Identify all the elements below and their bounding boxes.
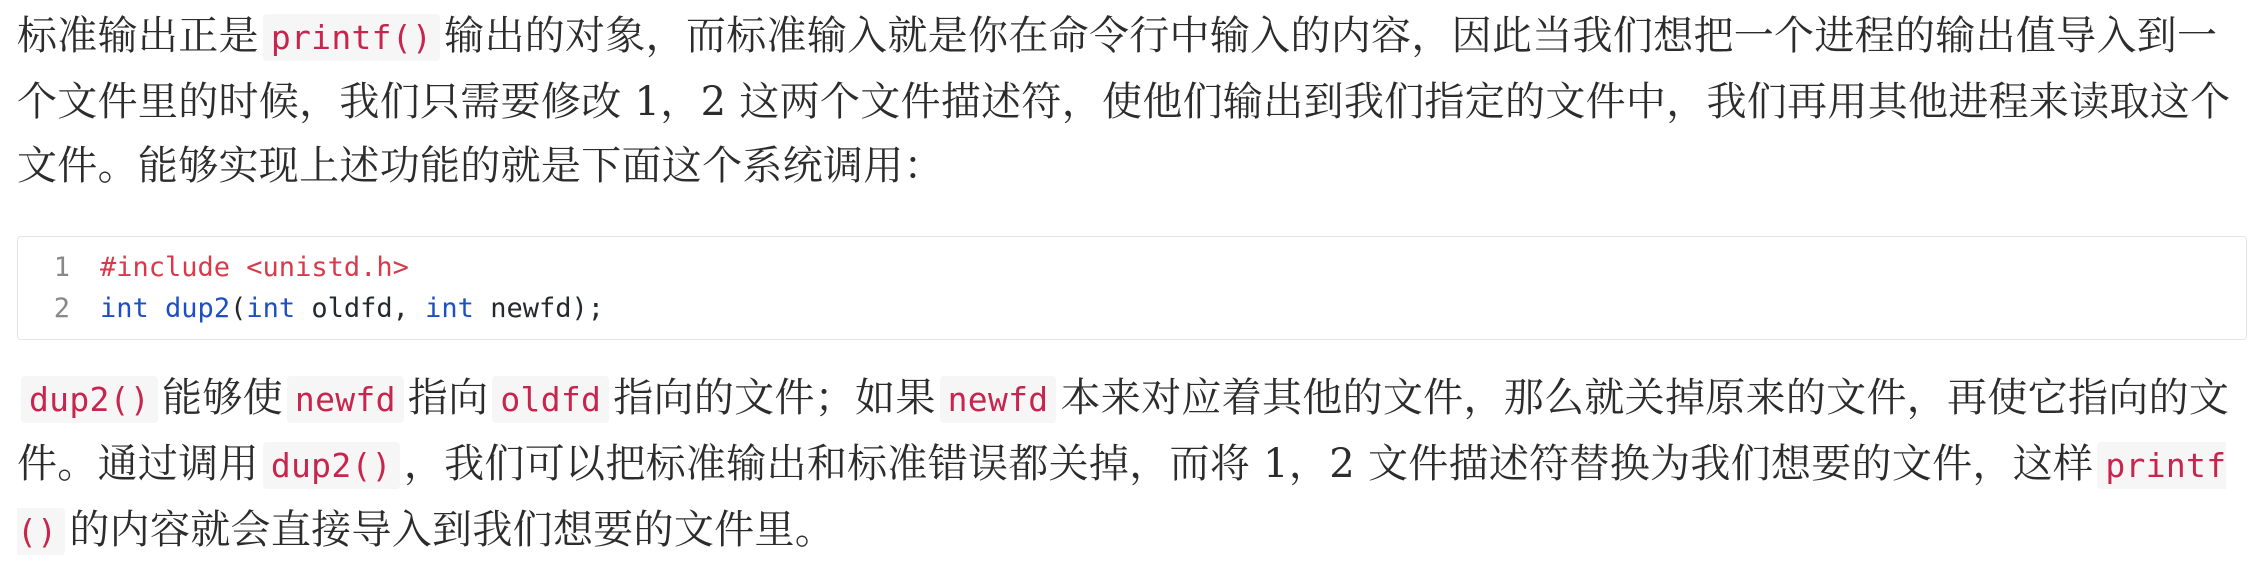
code-keyword: int [425,293,474,324]
code-paren: ( [230,293,247,324]
code-arg: oldfd, [295,293,426,324]
inline-code-oldfd: oldfd [492,376,609,423]
paragraph-dup2-explanation [17,366,2247,564]
code-line-2 [18,288,2246,329]
text-segment: 本来对应着其他的文件，那么就关掉原来的文件，再使它指向的文件。通过调用 [17,375,2230,487]
inline-code-printf: printf() [17,442,2226,555]
code-keyword: int [246,293,296,324]
text-segment: 指向的文件；如果 [613,375,936,421]
code-arg: newfd); [473,293,604,324]
text-segment: 的内容就会直接导入到我们想要的文件里。 [69,507,836,553]
inline-code-newfd: newfd [287,376,404,423]
text-segment: 指向 [407,375,489,421]
paragraph-intro [17,0,2247,198]
text-segment: ，我们可以把标准输出和标准错误都关掉，而将 1，2 文件描述符替换为我们想要的文件，这样 [403,441,2094,487]
code-line-1 [18,247,2246,288]
text-segment: 能够使 [162,375,283,421]
inline-code-dup2: dup2() [21,376,158,423]
code-function-name: dup2 [165,293,231,324]
code-keyword: int [100,293,149,324]
line-number: 2 [53,293,70,324]
inline-code-printf: printf() [263,14,440,61]
article-body [17,0,2247,564]
code-include-directive: #include <unistd.h> [100,252,409,283]
code-block [17,236,2247,340]
text-segment: 标准输出正是 [17,13,259,59]
text-segment: 输出的对象，而标准输入就是你在命令行中输入的内容，因此当我们想把一个进程的输出值导入到一个文件里的时候，我们只需要修改 1，2 这两个文件描述符，使他们输出到我们指定的文件中，我们再用其他进程来读取这个文件。能够实现上述功能的就是下面这个系统调用： [17,13,2231,189]
line-number: 1 [53,252,70,283]
inline-code-newfd: newfd [940,376,1057,423]
inline-code-dup2: dup2() [263,442,400,489]
